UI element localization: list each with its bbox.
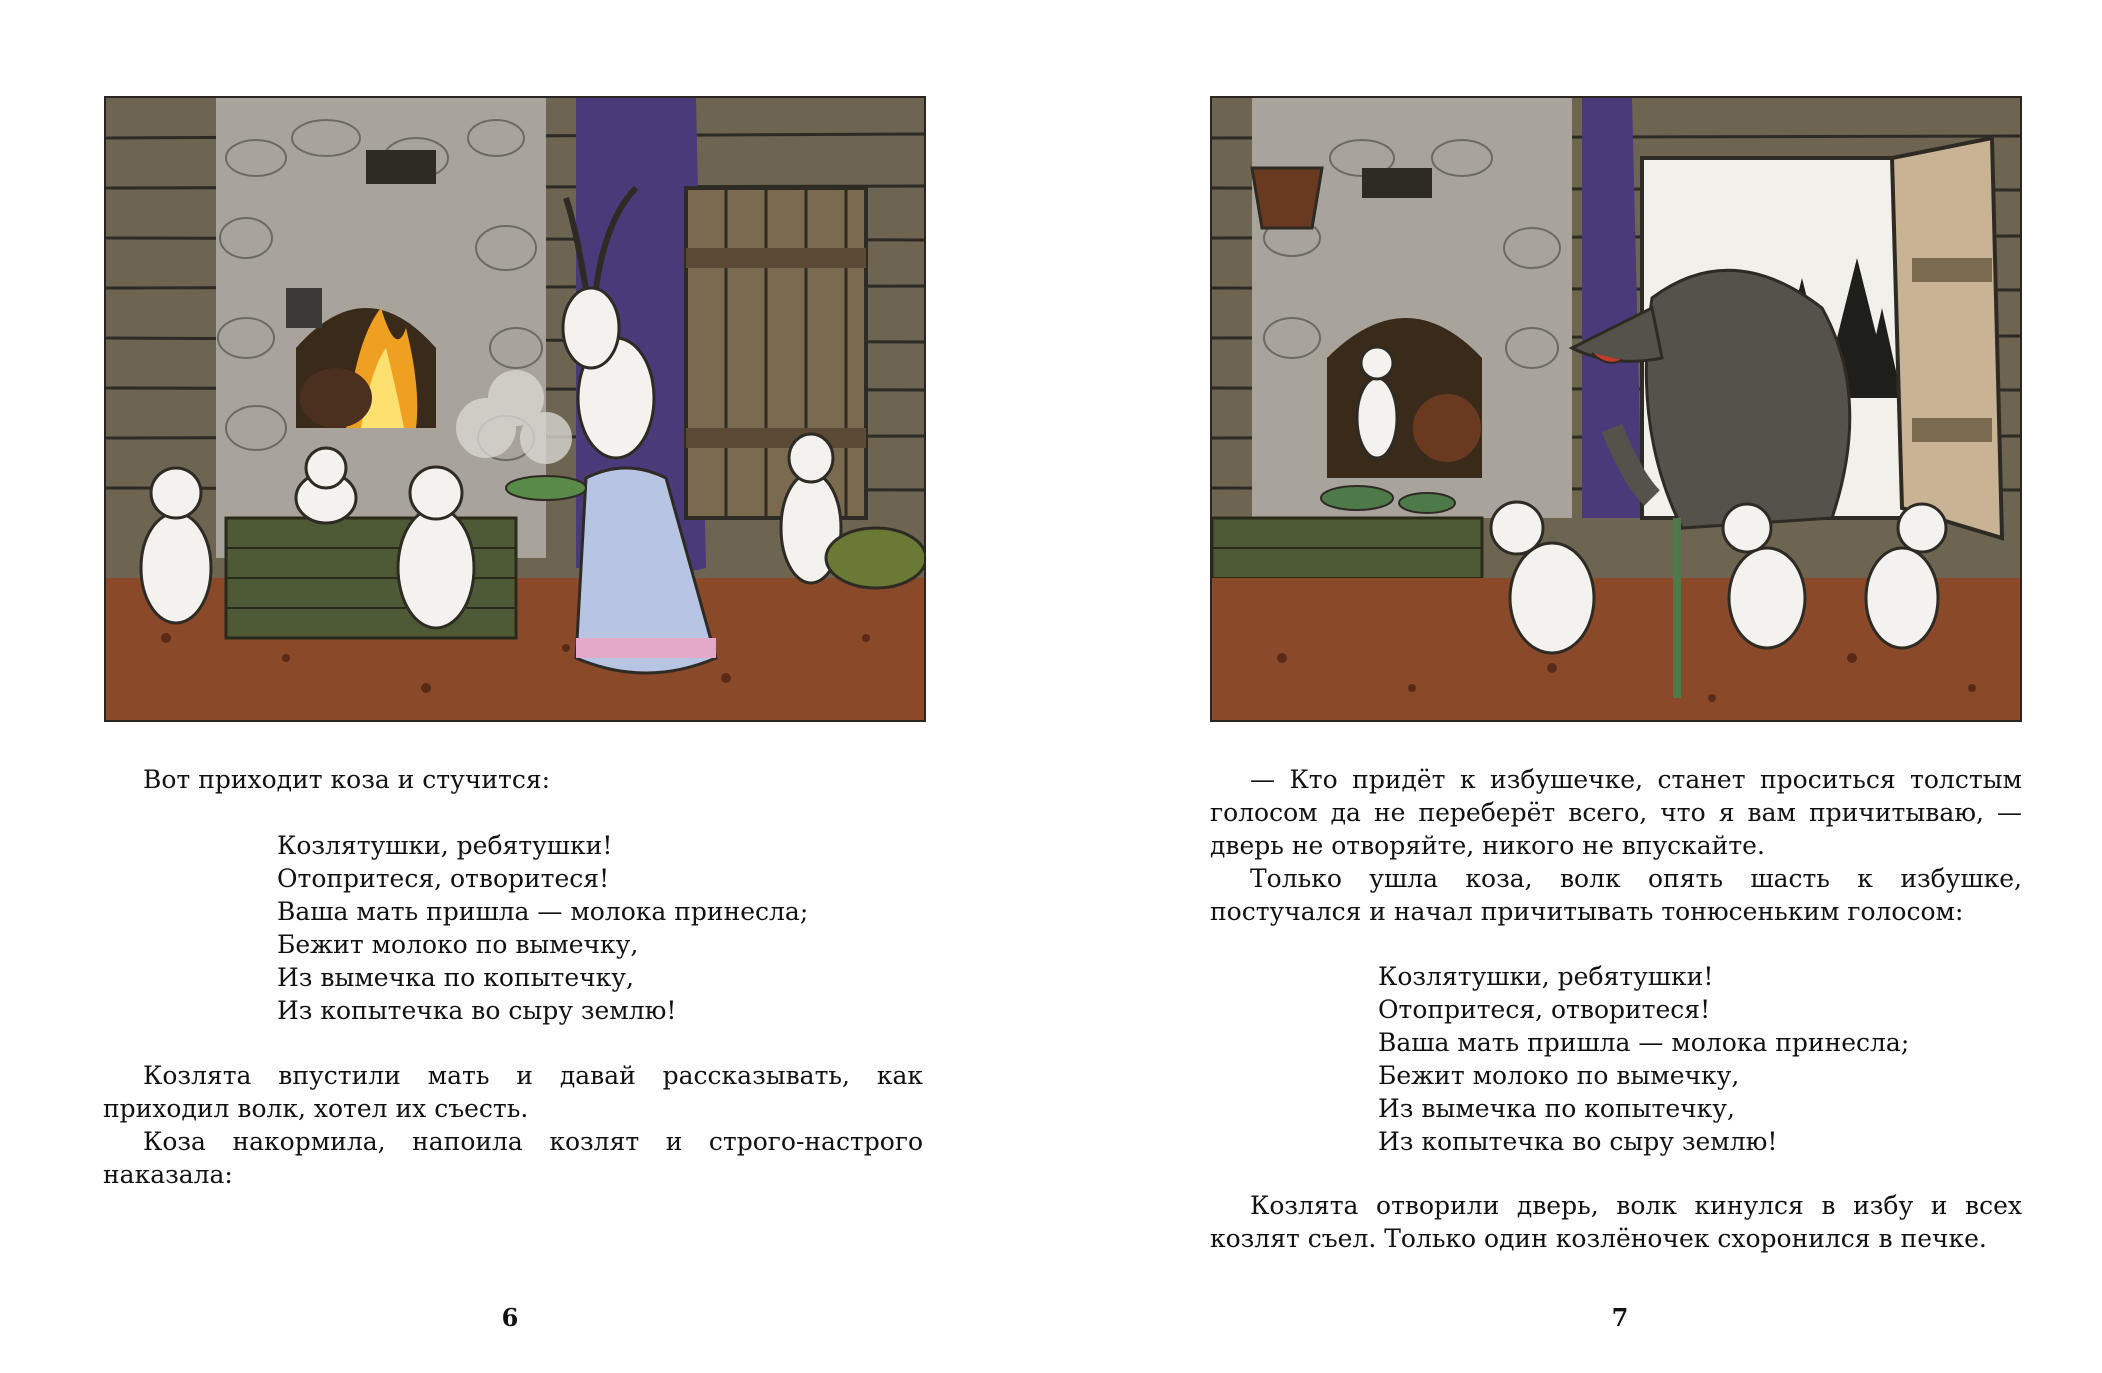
- paragraph: Только ушла коза, волк опять шасть к избушке, постучался и начал причитывать тонюсеньким голосом:: [1210, 864, 2022, 926]
- paragraph: Козлята отворили дверь, волк кинулся в избу и всех козлят съел. Только один козлёночек схоронился в печке.: [1210, 1191, 2022, 1253]
- paragraph: Коза накормила, напоила козлят и строго-настрого наказала:: [103, 1127, 923, 1189]
- verse-line: Из вымечка по копытечку,: [1378, 1094, 1735, 1123]
- paragraph: — Кто придёт к избушечке, станет проситься толстым голосом да не переберёт всего, что я вам причитываю, — дверь не отворяйте, никого не впускайте.: [1210, 765, 2022, 860]
- verse-line: Из копытечка во сыру землю!: [1378, 1127, 1778, 1156]
- verse-line: Бежит молоко по вымечку,: [277, 930, 639, 959]
- verse-line: Из копытечка во сыру землю!: [277, 996, 677, 1025]
- verse-line: Ваша мать пришла — молока принесла;: [1378, 1028, 1910, 1057]
- page-number: 6: [501, 1303, 519, 1332]
- verse-line: Из вымечка по копытечку,: [277, 963, 634, 992]
- verse-line: Отопритеся, отворитеся!: [1378, 995, 1711, 1024]
- page-number: 7: [1611, 1303, 1629, 1332]
- right-page-paragraphs-top: [1210, 763, 2022, 928]
- left-page-paragraphs: [103, 1059, 923, 1191]
- verse-line: Козлятушки, ребятушки!: [277, 831, 613, 860]
- intro-line: Вот приходит коза и стучится:: [143, 765, 551, 794]
- verse-block-left: [277, 829, 808, 1027]
- paragraph: Козлята впустили мать и давай рассказывать, как приходил волк, хотел их съесть.: [103, 1061, 923, 1123]
- verse-line: Ваша мать пришла — молока принесла;: [277, 897, 809, 926]
- verse-block-right: [1378, 960, 1909, 1158]
- illustration-goat-feeding-kids: [104, 96, 926, 722]
- illustration-wolf-at-door: [1210, 96, 2022, 722]
- verse-line: Бежит молоко по вымечку,: [1378, 1061, 1740, 1090]
- left-page-text: [103, 763, 923, 796]
- verse-line: Отопритеся, отворитеся!: [277, 864, 610, 893]
- right-page-paragraph-bottom: [1210, 1189, 2022, 1255]
- verse-line: Козлятушки, ребятушки!: [1378, 962, 1714, 991]
